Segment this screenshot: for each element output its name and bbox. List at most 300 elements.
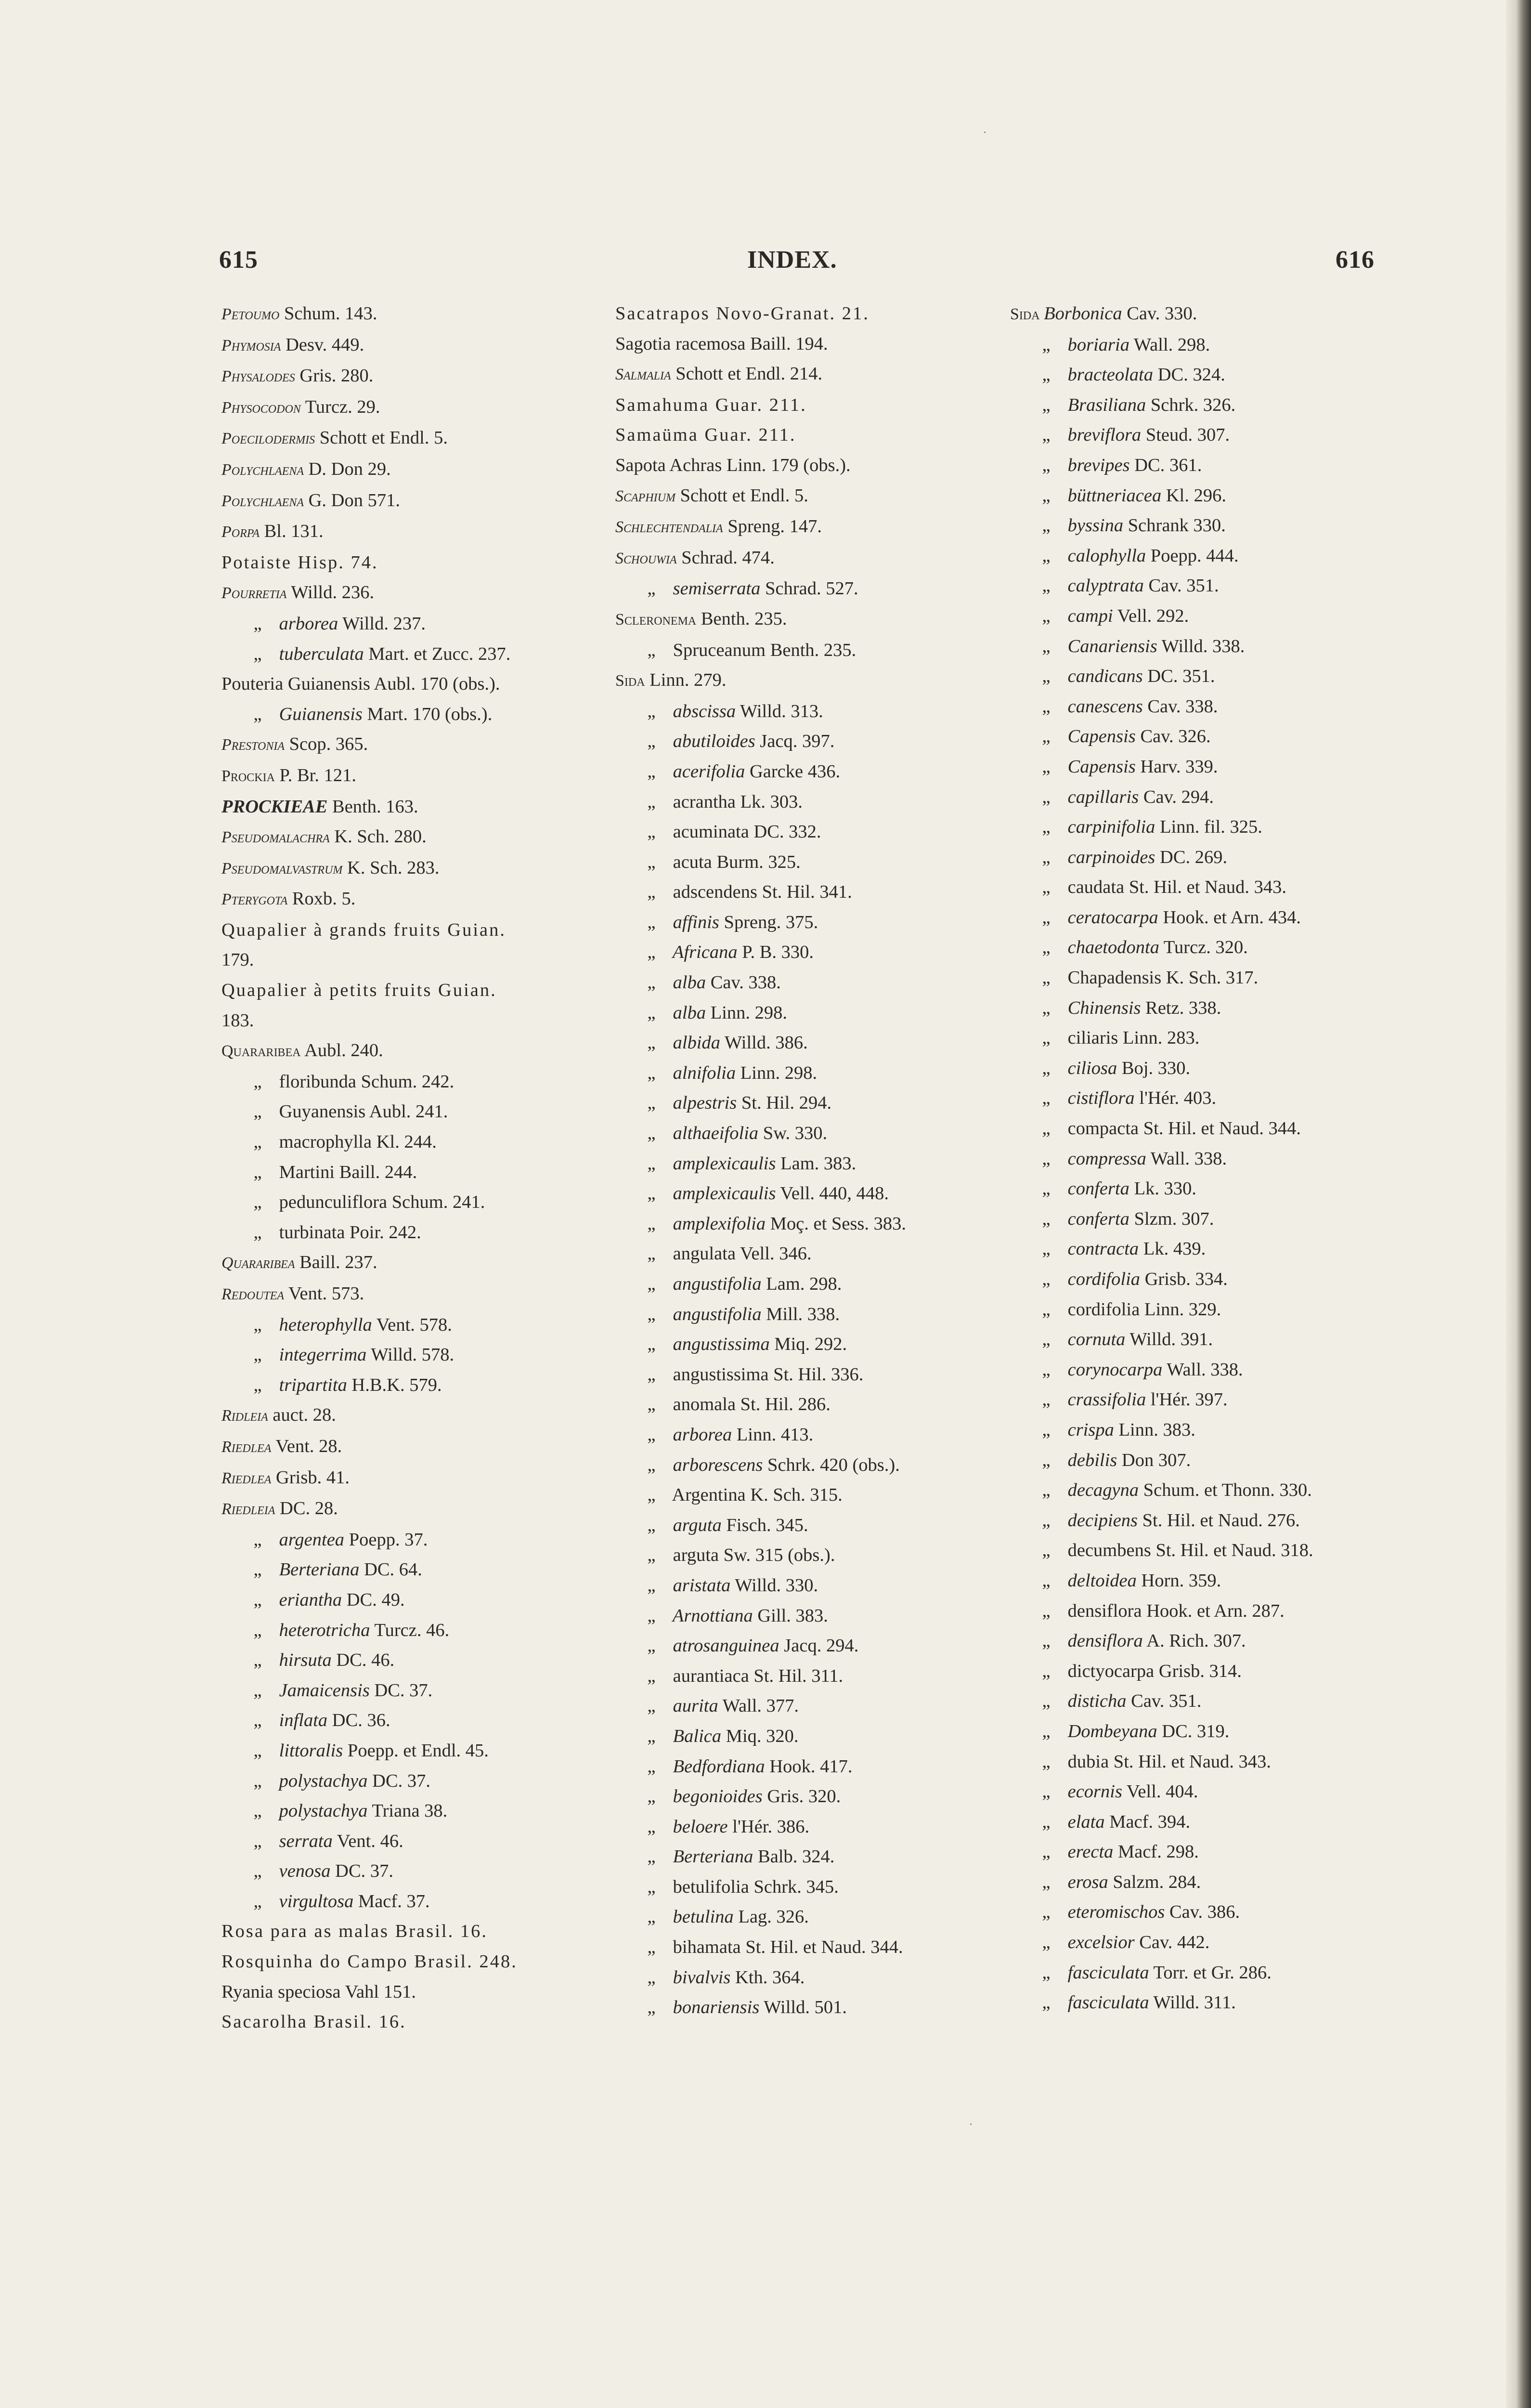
ditto-mark: „ [647,1093,656,1113]
entry-reference: Steud. 307. [1141,425,1230,445]
entry-reference: auct. 28. [268,1405,336,1426]
species-name: bivalvis [668,1967,731,1988]
index-entry [615,665,1010,696]
index-entry [221,1585,616,1615]
index-entry [221,1310,616,1340]
entry-reference: l'Hér. 397. [1146,1389,1228,1410]
ditto-mark: „ [1042,1932,1051,1953]
index-entry [1010,1897,1405,1927]
ditto-mark: „ [1042,1570,1051,1591]
index-entry [221,299,616,330]
entry-reference: DC. 324. [1153,365,1225,385]
ditto-mark: „ [647,1937,656,1958]
species-name: turbinata [274,1222,345,1243]
index-entry [221,975,616,1006]
species-name: polystachya [274,1770,368,1791]
species-name: boriaria [1063,334,1129,355]
entry-reference: Benth. 235. [696,608,787,629]
index-entry [615,450,1010,481]
entry-reference: Baill. 237. [295,1252,377,1273]
index-entry [615,1088,1010,1118]
entry-reference: Lk. 439. [1139,1239,1206,1259]
index-entry [1010,1023,1405,1053]
ditto-mark: „ [647,1485,656,1505]
index-entry [221,1645,616,1675]
index-entry [221,915,616,945]
ditto-mark: „ [253,1314,262,1335]
index-entry [221,669,616,699]
ditto-mark: „ [647,1665,656,1686]
index-entry [221,392,616,423]
index-entry [221,1555,616,1585]
entry-reference: Aubl. 241. [365,1101,448,1122]
entry-reference: Vell. 346. [736,1243,812,1264]
entry-reference: St. Hil. et Naud. 344. [1139,1118,1301,1139]
ditto-mark: „ [1042,1208,1051,1229]
index-entry [615,1118,1010,1149]
species-name: cordifolia [1063,1299,1140,1320]
species-name: arguta [668,1545,719,1566]
index-entry [615,877,1010,907]
species-name: crassifolia [1063,1389,1146,1410]
species-name: conferta [1063,1208,1129,1229]
entry-reference: Macf. 298. [1113,1842,1199,1862]
species-name: Jamaicensis [274,1680,370,1701]
species-name: Bedfordiana [668,1756,765,1777]
species-name: disticha [1063,1691,1127,1712]
ditto-mark: „ [1042,1450,1051,1470]
entry-reference: Kl. 296. [1161,485,1226,506]
ditto-mark: „ [647,1304,656,1324]
print-speck: · [983,126,987,138]
species-name: integerrima [274,1345,367,1365]
index-entry [1010,631,1405,662]
entry-reference: DC. 46. [331,1650,395,1671]
index-entry [1010,481,1405,511]
index-entry [1010,782,1405,812]
index-entry [1010,1716,1405,1747]
ditto-mark: „ [1042,1510,1051,1531]
entry-reference: Cav. 338. [1142,696,1218,717]
genus-name: Prockia [221,767,275,785]
species-name: canescens [1063,696,1143,717]
entry-reference: Cav. 442. [1134,1932,1210,1953]
genus-name: Pourretia [221,584,287,602]
entry-reference: Schrk. 345. [749,1876,839,1897]
entry-reference: DC. 319. [1157,1721,1230,1741]
entry-reference: Lk. 303. [736,791,803,812]
ditto-mark: „ [647,1274,656,1294]
index-entry [615,1510,1010,1541]
ditto-mark: „ [253,1891,262,1911]
ditto-mark: „ [253,1374,262,1395]
species-name: amplexicaulis [668,1183,776,1204]
ditto-mark: „ [647,822,656,842]
index-entry [615,1299,1010,1330]
index-entry [221,330,616,361]
index-entry [1010,420,1405,450]
species-name: Borbonica [1044,303,1122,324]
index-entry [1010,1807,1405,1837]
genus-name: Riedlea [221,1438,272,1456]
entry-reference: Wall. 338. [1162,1359,1243,1380]
entry-reference: Willd. 236. [286,582,375,603]
entry-reference: Lam. 298. [761,1274,842,1294]
index-entry [1010,721,1405,752]
index-entry [615,1450,1010,1480]
index-entry [1010,1264,1405,1295]
species-name: beloere [668,1816,728,1837]
index-entry [221,609,616,639]
index-entry [1010,1837,1405,1867]
ditto-mark: „ [647,1726,656,1746]
entry-reference: Cav. 351. [1126,1691,1202,1712]
ditto-mark: „ [1042,877,1051,898]
entry-reference: St. Hil. et Naud. 318. [1151,1540,1313,1561]
species-name: angustissima [668,1334,770,1355]
species-name: eriantha [274,1589,342,1610]
species-name: Capensis [1063,756,1136,777]
species-name: decumbens [1063,1540,1151,1561]
species-name: acuta [668,851,712,872]
entry-reference: Gill. 383. [753,1605,828,1626]
species-name: capillaris [1063,786,1139,807]
entry-reference: Willd. 391. [1125,1329,1213,1350]
ditto-mark: „ [1042,1028,1051,1048]
ditto-mark: „ [647,942,656,963]
index-entry [615,757,1010,787]
genus-name: Quararibea [221,1254,295,1272]
ditto-mark: „ [253,1620,262,1640]
index-entry [1010,1656,1405,1687]
index-entry [615,1872,1010,1902]
entry-reference: Miq. 320. [721,1726,799,1746]
index-column-2 [615,299,1010,2023]
entry-reference: Balb. 324. [753,1846,835,1867]
index-entry [615,1902,1010,1932]
ditto-mark: „ [647,1364,656,1385]
ditto-mark: „ [1042,1058,1051,1078]
entry-text: Sagotia racemosa Baill. 194. [615,333,828,354]
index-entry [1010,661,1405,692]
species-name: Martini [274,1162,335,1182]
species-name: deltoidea [1063,1570,1137,1591]
entry-reference: St. Hil. 336. [768,1364,864,1385]
species-name: acuminata [668,822,749,842]
species-name: abscissa [668,701,736,721]
entry-reference: Moç. et Sess. 383. [766,1213,907,1234]
index-entry [615,1992,1010,2023]
index-entry [221,1826,616,1857]
ditto-mark: „ [647,578,656,599]
ditto-mark: „ [647,701,656,721]
species-name: alpestris [668,1093,737,1113]
ditto-mark: „ [1042,1781,1051,1802]
ditto-mark: „ [1042,666,1051,687]
index-entry [1010,1355,1405,1385]
page-title: INDEX. [747,246,837,274]
species-name: brevipes [1063,455,1130,475]
ditto-mark: „ [1042,1902,1051,1923]
index-entry [221,1431,616,1463]
index-entry [615,726,1010,757]
ditto-mark: „ [647,1696,656,1716]
ditto-mark: „ [253,1589,262,1610]
index-entry [615,817,1010,847]
ditto-mark: „ [1042,394,1051,415]
index-entry [221,853,616,884]
species-name: candicans [1063,666,1143,687]
ditto-mark: „ [1042,1359,1051,1380]
index-entry [221,577,616,609]
ditto-mark: „ [1042,334,1051,355]
index-entry [221,1525,616,1555]
species-name: betulina [668,1907,734,1927]
entry-reference: St. Hil. et Naud. 344. [740,1937,903,1958]
ditto-mark: „ [647,761,656,782]
index-entry [221,1615,616,1646]
entry-reference: Schrad. 474. [676,547,775,568]
species-name: conferta [1063,1178,1129,1199]
species-name: decagyna [1063,1480,1139,1501]
species-name: alba [668,1002,706,1023]
entry-reference: Cav. 351. [1143,576,1219,596]
ditto-mark: „ [647,1997,656,2018]
ditto-mark: „ [253,1801,262,1821]
species-name: eteromischos [1063,1902,1165,1923]
index-entry [1010,1777,1405,1807]
ditto-mark: „ [647,1062,656,1083]
genus-name: Porpa [221,523,259,541]
entry-text: 183. [221,1010,254,1031]
index-entry [615,574,1010,604]
species-name: corynocarpa [1063,1359,1163,1380]
entry-reference: Harv. 339. [1135,756,1218,777]
ditto-mark: „ [1042,696,1051,717]
species-name: betulifolia [668,1876,749,1897]
entry-reference: Willd. 386. [720,1033,808,1053]
ditto-mark: „ [1042,1811,1051,1832]
species-name: densiflora [1063,1631,1143,1651]
species-name: althaeifolia [668,1123,759,1144]
species-name: Berteriana [274,1559,360,1580]
entry-reference: Poepp. et Endl. 45. [343,1740,489,1761]
entry-reference: Aubl. 240. [300,1040,383,1061]
species-name: Spruceanum [668,640,766,660]
index-entry [221,1217,616,1248]
entry-reference: Linn. fil. 325. [1155,817,1262,838]
entry-reference: H.B.K. 579. [347,1374,442,1395]
ditto-mark: „ [253,1770,262,1791]
index-entry [615,511,1010,543]
species-name: bracteolata [1063,365,1154,385]
species-name: dubia [1063,1751,1109,1772]
entry-text: Quapalier à grands fruits Guian. [221,919,506,940]
entry-reference: l'Hér. 403. [1134,1088,1217,1109]
ditto-mark: „ [647,1605,656,1626]
species-name: arborea [668,1424,732,1445]
species-name: Berteriana [668,1846,753,1867]
index-entry [221,1187,616,1217]
entry-reference: Willd. 501. [759,1997,847,2018]
entry-text: Pouteria Guianensis Aubl. 170 (obs.). [221,674,500,694]
genus-name: Redoutea [221,1285,285,1303]
entry-reference: Cav. 326. [1135,726,1211,747]
entry-reference: Lam. 383. [776,1153,856,1174]
genus-name: Schouwia [615,549,677,567]
index-entry [221,1766,616,1796]
ditto-mark: „ [647,1846,656,1867]
index-entry [221,1796,616,1826]
index-entry [1010,541,1405,571]
entry-reference: Retz. 338. [1141,997,1221,1018]
ditto-mark: „ [1042,937,1051,958]
entry-reference: Vent. 578. [372,1314,452,1335]
entry-reference: Vent. 573. [284,1283,364,1304]
species-name: abutiloides [668,731,755,752]
species-name: macrophylla [274,1132,372,1152]
ditto-mark: „ [253,1740,262,1761]
species-name: elata [1063,1811,1105,1832]
species-name: compacta [1063,1118,1139,1139]
ditto-mark: „ [647,1786,656,1807]
entry-reference: Spreng. 147. [723,516,822,537]
index-column-3 [1010,299,1405,2018]
entry-reference: Willd. 578. [366,1345,454,1365]
index-entry [1010,450,1405,481]
entry-reference: Linn. 383. [1114,1419,1195,1440]
species-name: heterophylla [274,1314,372,1335]
index-entry [1010,1204,1405,1234]
species-name: atrosanguinea [668,1636,779,1656]
entry-reference: St. Hil. 311. [749,1665,843,1686]
index-entry [615,1058,1010,1088]
species-name: arborea [274,613,338,634]
index-entry [615,1721,1010,1752]
index-entry [221,1493,616,1525]
entry-reference: St. Hil. 294. [737,1093,832,1113]
species-name: virgultosa [274,1891,354,1911]
print-speck: · [969,2118,973,2130]
species-name: erosa [1063,1871,1108,1892]
entry-reference: St. Hil. 286. [736,1394,830,1415]
species-name: angustissima [668,1364,769,1385]
ditto-mark: „ [1042,1118,1051,1139]
entry-reference: Macf. 37. [353,1891,430,1911]
genus-name: Scaphium [615,487,675,505]
entry-reference: Linn. 329. [1140,1299,1221,1320]
ditto-mark: „ [647,1575,656,1596]
index-entry [615,635,1010,666]
ditto-mark: „ [647,1967,656,1988]
genus-name: Sida [615,672,645,690]
index-entry [221,1340,616,1370]
entry-reference: Willd. 237. [338,613,426,634]
index-entry [615,329,1010,359]
entry-text: Rosa para as malas Brasil. 16. [221,1921,488,1942]
ditto-mark: „ [647,882,656,903]
entry-reference: Linn. 413. [732,1424,814,1445]
species-name: caudata [1063,877,1125,898]
entry-reference: Hook. et Arn. 434. [1158,907,1301,928]
entry-reference: l'Hér. 386. [727,1816,810,1837]
index-entry [1010,601,1405,631]
index-entry [1010,1174,1405,1204]
entry-reference: Turcz. 320. [1159,937,1248,958]
entry-reference: DC. 64. [359,1559,422,1580]
entry-reference: Horn. 359. [1136,1570,1221,1591]
entry-reference: Lag. 326. [733,1907,809,1927]
entry-reference: Willd. 311. [1149,1992,1236,2013]
species-name: Capensis [1063,726,1136,747]
index-entry [221,361,616,392]
species-name: albida [668,1033,721,1053]
species-name: fasciculata [1063,1962,1149,1983]
entry-reference: A. Rich. 307. [1142,1631,1246,1651]
genus-name: Phymosia [221,336,281,354]
index-entry [221,945,616,975]
ditto-mark: „ [1042,1088,1051,1109]
index-entry [615,1389,1010,1420]
entry-reference: Miq. 292. [769,1334,847,1355]
entry-reference: Benth. 235. [766,640,856,660]
species-name: Chinensis [1063,997,1141,1018]
index-entry [615,1691,1010,1721]
index-entry [221,485,616,517]
ditto-mark: „ [1042,1480,1051,1501]
ditto-mark: „ [253,704,262,724]
species-name: contracta [1063,1239,1139,1259]
ditto-mark: „ [1042,1871,1051,1892]
entry-reference: Mill. 338. [761,1304,840,1324]
entry-reference: Desv. 449. [281,334,364,355]
index-entry [221,699,616,730]
species-name: adscendens [668,882,757,903]
index-entry [615,1269,1010,1299]
entry-reference: Benth. 163. [327,796,418,817]
entry-text: Potaiste Hisp. 74. [221,552,378,573]
entry-reference: Schum. 241. [387,1192,485,1213]
index-entry [221,1675,616,1706]
species-name: aristata [668,1575,731,1596]
index-entry [1010,330,1405,360]
ditto-mark: „ [1042,1329,1051,1350]
index-entry [1010,1445,1405,1476]
index-column-1 [221,299,616,2037]
entry-reference: Salzm. 284. [1108,1871,1201,1892]
tribe-name: PROCKIEAE [221,796,328,817]
entry-reference: Cav. 294. [1139,786,1214,807]
species-name: tripartita [274,1374,347,1395]
entry-reference: St. Hil. 341. [757,882,852,903]
ditto-mark: „ [1042,515,1051,536]
index-entry [1010,872,1405,903]
index-entry [615,998,1010,1028]
ditto-mark: „ [647,851,656,872]
entry-reference: Schrk. 420 (obs.). [763,1454,900,1475]
ditto-mark: „ [647,640,656,660]
entry-text: Samaüma Guar. 211. [615,425,796,445]
entry-reference: K. Sch. 317. [1161,968,1259,988]
entry-text: Samahuma Guar. 211. [615,394,807,415]
genus-name: Scleronema [615,610,697,628]
ditto-mark: „ [1042,1631,1051,1651]
ditto-mark: „ [647,972,656,993]
entry-reference: Wall. 377. [718,1696,799,1716]
entry-reference: Grisb. 41. [271,1467,350,1488]
index-entry [615,1812,1010,1842]
index-entry [221,1157,616,1188]
